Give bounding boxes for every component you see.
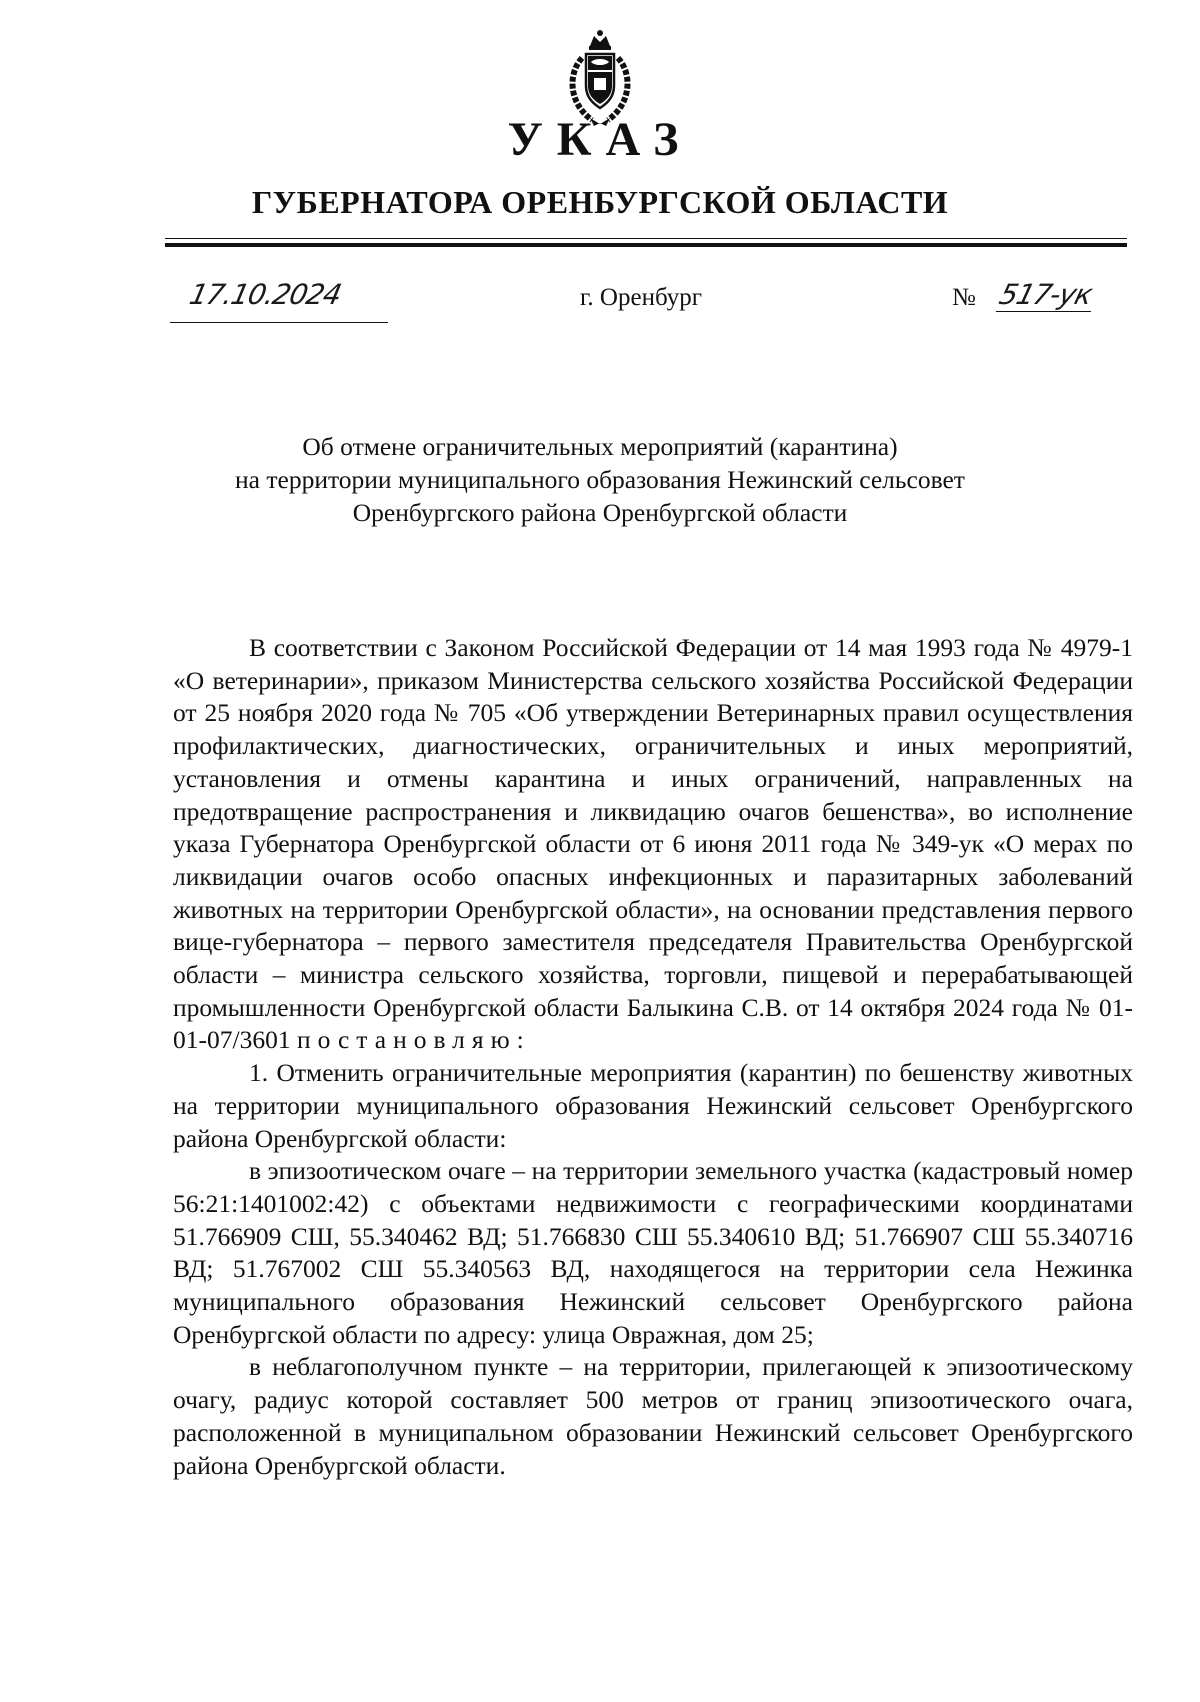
header-rule-thick <box>165 243 1127 247</box>
heading-line-3: Оренбургского района Оренбургской области <box>352 498 848 527</box>
document-subtitle: ГУБЕРНАТОРА ОРЕНБУРГСКОЙ ОБЛАСТИ <box>251 184 949 220</box>
header-rule-thin <box>165 238 1127 239</box>
date-field <box>170 278 388 323</box>
preamble-text: В соответствии с Законом Российской Федерации от 14 мая 1993 года № 4979-1 «О ветеринарии», приказом Министерства сельского хозяйства Российской Федерации от 25 ноября 2020 года № 705 «Об утверждении Ветеринарных правил осуществления профилактических, диагностических, ограничительных и иных мероприятий, установления и отмены карантина и иных ограничений, направленных на предотвращение распространения и ликвидацию очагов бешенства», во исполнение указа Губернатора Оренбургской области от 6 июня 2011 года № 349-ук «О мерах по ликвидации очагов особо опасных инфекционных и паразитарных заболеваний животных на территории Оренбургской области», на основании представления первого вице-губернатора – первого заместителя председателя Правительства Оренбургской области – министра сельского хозяйства, торговли, пищевой и перерабатывающей промышленности Оренбургской области Балыкина С.В. от 14 октября 2024 года № 01-01-07/3601 <box>173 633 1133 1055</box>
decree-word: постановляю: <box>296 1025 531 1055</box>
preamble-paragraph <box>173 632 1133 1057</box>
handwritten-date: 17.10.2024 <box>186 278 344 311</box>
heading-line-1: Об отмене ограничительных мероприятий (карантина) <box>302 432 898 461</box>
item-1-focus-paragraph: в эпизоотическом очаге – на территории земельного участка (кадастровый номер 56:21:1401002:42) с объектами недвижимости с географическими координатами 51.766909 СШ, 55.340462 ВД; 51.766830 СШ 55.340610 ВД; 51.766907 СШ 55.340716 ВД; 51.767002 СШ 55.340563 ВД, находящегося на территории села Нежинка муниципального образования Нежинский сельсовет Оренбургского района Оренбургской области по адресу: улица Овражная, дом 25; <box>173 1156 1133 1349</box>
document-title: УКАЗ <box>507 113 693 166</box>
number-label: № <box>952 284 976 311</box>
item-1-paragraph: 1. Отменить ограничительные мероприятия (карантин) по бешенству животных на территории муниципального образования Нежинский сельсовет Оренбургского района Оренбургской области: <box>173 1058 1133 1153</box>
item-1-point-paragraph: в неблагополучном пункте – на территории, прилегающей к эпизоотическому очагу, радиус которой составляет 500 метров от границ эпизоотического очага, расположенной в муниципальном образовании Нежинский сельсовет Оренбургского района Оренбургской области. <box>173 1352 1133 1480</box>
document-meta-row <box>0 278 1200 328</box>
document-body <box>173 632 1133 1482</box>
document-heading <box>0 430 1200 529</box>
handwritten-number: 517-ук <box>996 278 1100 312</box>
heading-line-2: на территории муниципального образования Нежинский сельсовет <box>235 465 965 494</box>
city-label: г. Оренбург <box>580 284 702 311</box>
